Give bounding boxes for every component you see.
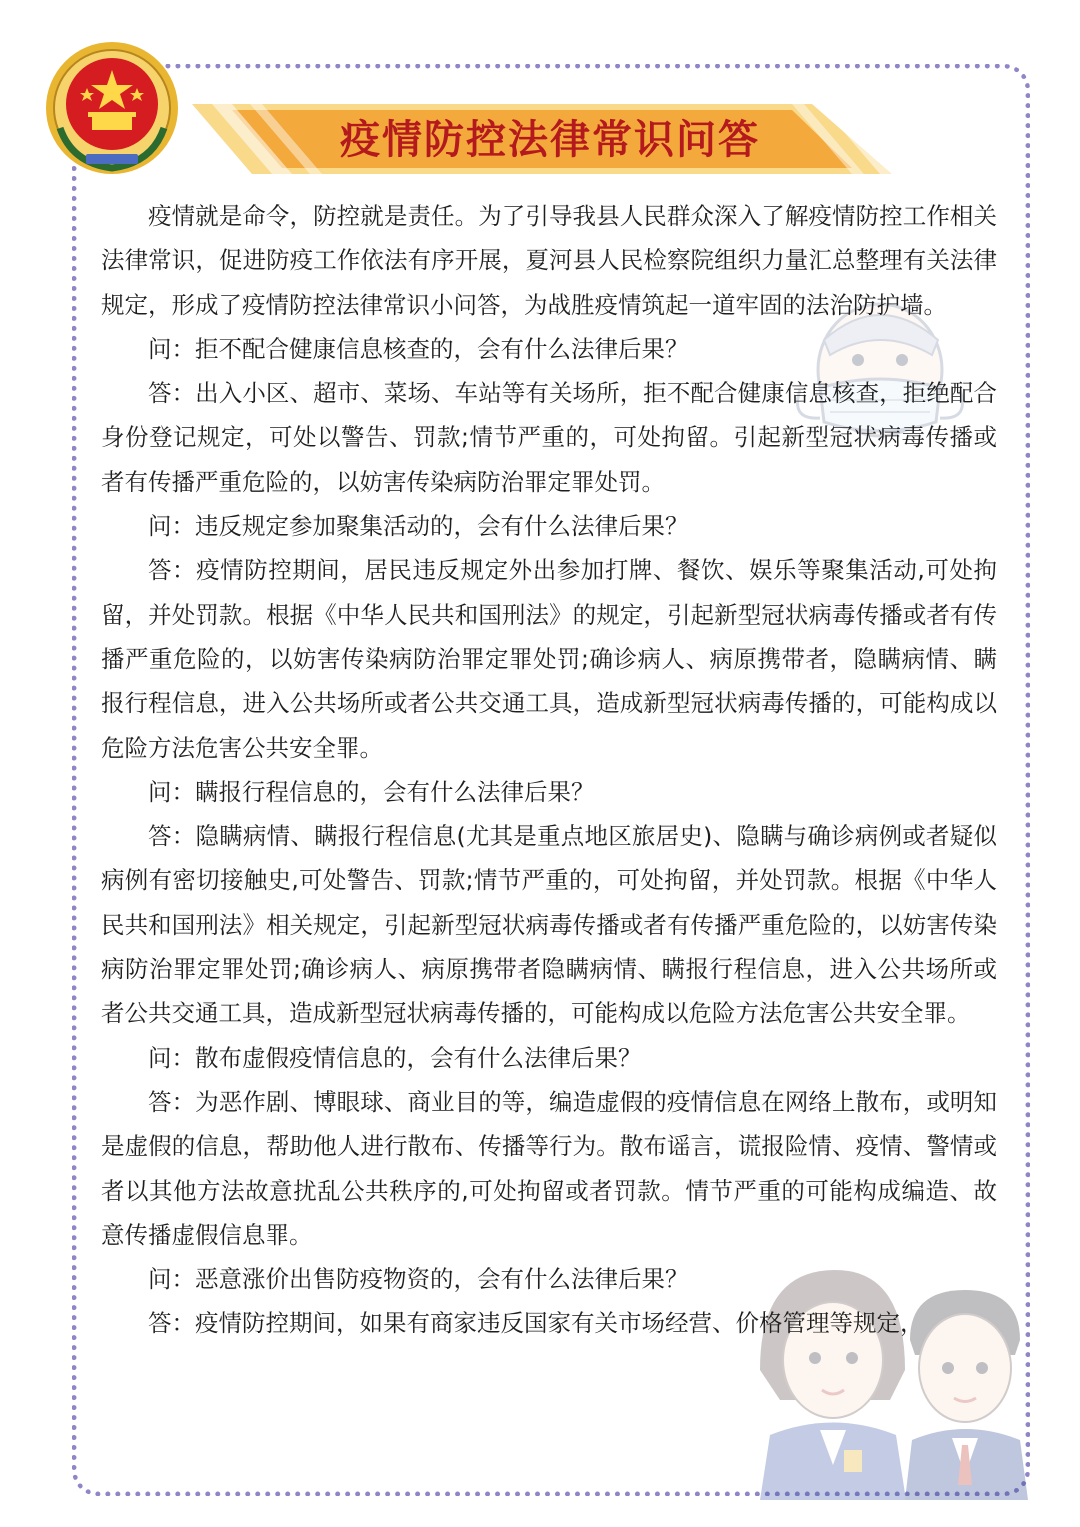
question-1: 问：拒不配合健康信息核查的，会有什么法律后果？ (148, 334, 689, 363)
answer-5: 答：疫情防控期间，如果有商家违反国家有关市场经营、价格管理等规定， (148, 1309, 924, 1338)
procuratorate-emblem-icon (42, 38, 182, 178)
question-4: 问：散布虚假疫情信息的，会有什么法律后果？ (148, 1043, 642, 1072)
intro-paragraph: 疫情就是命令，防控就是责任。为了引导我县人民群众深入了解疫情防控工作相关法律常识，促进防疫工作依法有序开展，夏河县人民检察院组织力量汇总整理有关法律规定，形成了疫情防控法律常识小问答，为战胜疫情筑起一道牢固的法治防护墙。 (101, 202, 997, 319)
answer-4: 答：为恶作剧、博眼球、商业目的等，编造虚假的疫情信息在网络上散布，或明知是虚假的信息，帮助他人进行散布、传播等行为。散布谣言，谎报险情、疫情、警情或者以其他方法故意扰乱公共秩序的,可处拘留或者罚款。情节严重的可能构成编造、故意传播虚假信息罪。 (101, 1087, 997, 1249)
answer-2: 答：疫情防控期间，居民违反规定外出参加打牌、餐饮、娱乐等聚集活动,可处拘留，并处罚款。根据《中华人民共和国刑法》的规定，引起新型冠状病毒传播或者有传播严重危险的，以妨害传染病防治罪定罪处罚;确诊病人、病原携带者，隐瞒病情、瞒报行程信息，进入公共场所或者公共交通工具，造成新型冠状病毒传播的，可能构成以危险方法危害公共安全罪。 (101, 556, 997, 762)
page-title: 疫情防控法律常识问答 (340, 117, 760, 163)
answer-1: 答：出入小区、超市、菜场、车站等有关场所，拒不配合健康信息核查，拒绝配合身份登记规定，可处以警告、罚款;情节严重的，可处拘留。引起新型冠状病毒传播或者有传播严重危险的，以妨害传染病防治罪定罪处罚。 (101, 379, 997, 496)
article-body (101, 194, 997, 1346)
question-2: 问：违反规定参加聚集活动的，会有什么法律后果？ (148, 512, 689, 541)
question-3: 问：瞒报行程信息的，会有什么法律后果？ (148, 777, 595, 806)
answer-3: 答：隐瞒病情、瞒报行程信息(尤其是重点地区旅居史)、隐瞒与确诊病例或者疑似病例有密切接触史,可处警告、罚款;情节严重的，可处拘留，并处罚款。根据《中华人民共和国刑法》相关规定，引起新型冠状病毒传播或者有传播严重危险的，以妨害传染病防治罪定罪处罚;确诊病人、病原携带者隐瞒病情、瞒报行程信息，进入公共场所或者公共交通工具，造成新型冠状病毒传播的，可能构成以危险方法危害公共安全罪。 (101, 822, 997, 1028)
question-5: 问：恶意涨价出售防疫物资的，会有什么法律后果？ (148, 1265, 689, 1294)
